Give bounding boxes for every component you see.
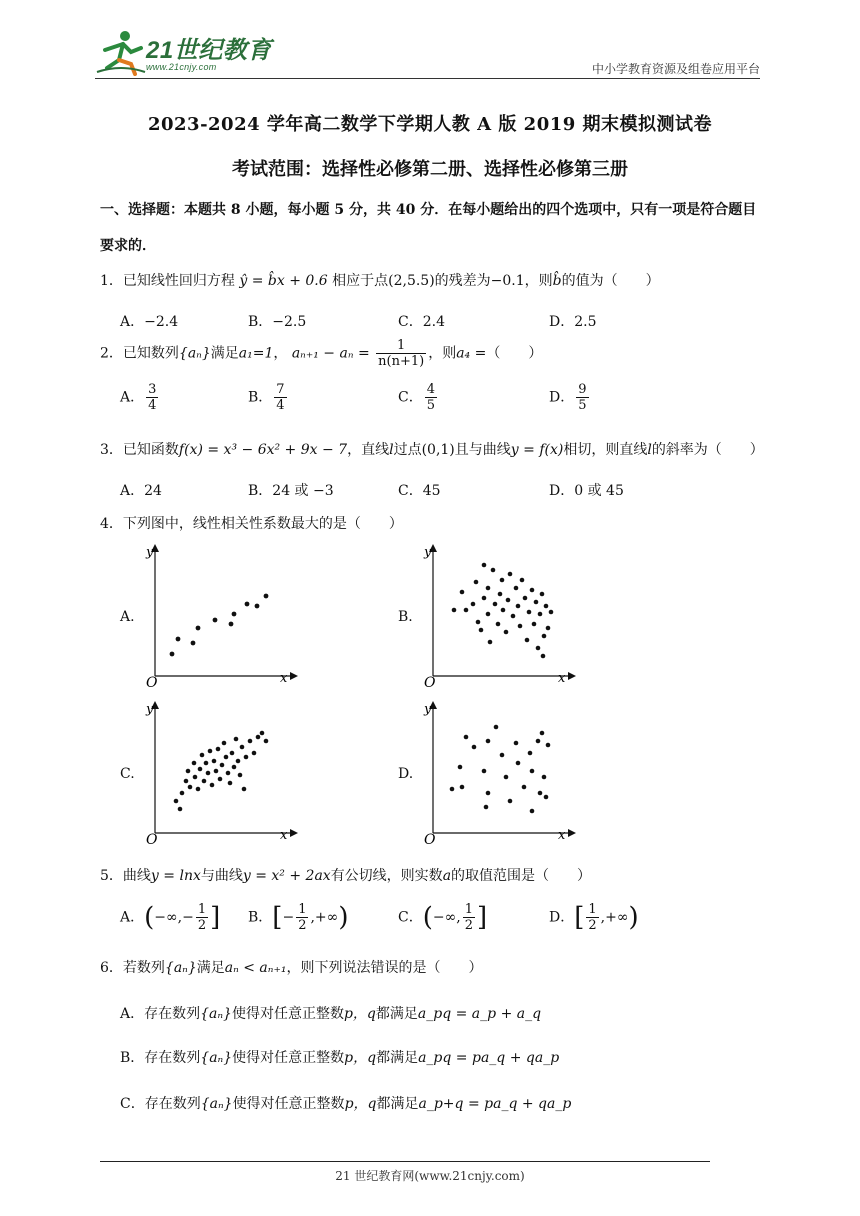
numerator: 1 (376, 338, 426, 354)
option-label: C． (120, 1096, 145, 1112)
plot-c-label[interactable]: C. (120, 766, 135, 782)
option-b[interactable] (120, 1047, 559, 1067)
scatter-plot-c[interactable] (140, 697, 300, 847)
initial-term: a₁=1 (238, 345, 274, 362)
pq-vars: p，q (344, 1096, 377, 1112)
option-b[interactable] (248, 382, 289, 413)
q-text: 已知线性回归方程 (122, 273, 235, 289)
option-label: A． (120, 1006, 145, 1022)
denominator: 5 (426, 398, 435, 413)
sequence: {aₙ} (200, 1006, 232, 1022)
question-2: 2．已知数列{aₙ}满足a₁=1， aₙ₊₁ − aₙ = $\frac{1}{n(n+1)}$ ，则a₄ =（ ） (100, 338, 543, 369)
question-number: 3． (100, 442, 123, 458)
point: (2,5.5) (388, 273, 435, 289)
bracket: ( (144, 902, 155, 933)
scatter-points (450, 725, 551, 814)
q-text: ，则 (428, 345, 457, 362)
y-axis-label: y (146, 545, 154, 560)
bracket: ) (628, 902, 639, 933)
residual-value: −0.1 (490, 273, 525, 289)
section-heading: 一、选择题：本题共 8 小题，每小题 5 分，共 40 分．在每小题给出的四个选项中，只有一项是符合题目要求的． (100, 202, 757, 254)
denominator: 2 (197, 918, 207, 933)
interval-left: −∞,− (154, 909, 194, 926)
question-1 (100, 270, 660, 290)
q-text: 满足 (196, 960, 225, 976)
function-def: f(x) = x³ − 6x² + 9x − 7 (178, 442, 348, 458)
pq-vars: p，q (343, 1006, 376, 1022)
interval-left: −∞, (432, 909, 461, 926)
x-axis-label: x (280, 828, 288, 843)
option-d[interactable]: D．2.5 (549, 314, 597, 330)
target-term: a₄ = (456, 345, 487, 362)
page-subtitle: 考试范围：选择性必修第二册、选择性必修第三册 (232, 159, 628, 180)
x-axis-label: x (558, 671, 566, 686)
plot-a-label[interactable]: A. (120, 609, 135, 625)
q-text: 的值为（ ） (561, 273, 660, 289)
formula: a_pq = pa_q + qa_p (418, 1050, 560, 1066)
option-b[interactable]: B．−2.5 (248, 314, 307, 330)
line-l: l (647, 442, 652, 458)
x-axis-label: x (558, 828, 566, 843)
option-a[interactable] (120, 382, 160, 413)
question-6 (100, 957, 482, 977)
denominator: 4 (276, 398, 285, 413)
q-text: 有公切线，则实数 (330, 868, 443, 884)
denominator: 2 (298, 918, 307, 933)
formula: a_p+q = pa_q + qa_p (418, 1096, 572, 1112)
numerator: 3 (148, 382, 157, 397)
plot-d-label[interactable]: D. (398, 766, 414, 782)
option-label: B． (120, 1050, 145, 1066)
param-a: a (442, 868, 452, 884)
line-l: l (389, 442, 394, 458)
scatter-plot-b[interactable] (418, 540, 578, 690)
option-b[interactable] (248, 902, 348, 933)
question-number: 5． (100, 868, 123, 884)
q-text: 使得对任意正整数 (232, 1096, 345, 1112)
scatter-points (174, 731, 269, 812)
q-text: 存在数列 (144, 1096, 201, 1112)
origin-label: O (146, 832, 158, 847)
interval-right: ,+∞ (310, 909, 339, 926)
bracket: ( (422, 902, 433, 933)
page-title: 2023-2024 学年高二数学下学期人教 A 版 2019 期末模拟测试卷 (147, 114, 713, 135)
interval-left: − (282, 909, 295, 926)
y-axis-label: y (424, 702, 432, 717)
option-c[interactable] (398, 382, 439, 413)
regression-equation: ŷ = b̂x + 0.6 (239, 273, 328, 289)
numerator: 1 (464, 902, 473, 917)
pq-vars: p，q (344, 1050, 377, 1066)
q-text: ，直线 (347, 442, 390, 458)
question-number: 2． (100, 345, 123, 362)
header-divider (95, 78, 760, 79)
q-text: 使得对任意正整数 (232, 1050, 345, 1066)
bracket: ] (210, 902, 221, 933)
origin-label: O (424, 675, 436, 690)
q-text: ，则 (524, 273, 553, 289)
option-label: B． (248, 389, 273, 406)
question-4 (100, 513, 403, 533)
point: (0,1) (421, 442, 455, 458)
option-label: D． (549, 389, 575, 406)
option-a[interactable]: A．−2.4 (120, 314, 179, 330)
question-number: 4． (100, 516, 123, 532)
origin-label: O (424, 832, 436, 847)
q-text: 的取值范围是（ ） (451, 868, 592, 884)
logo-text: 21世纪教育 (146, 37, 272, 64)
q-text: 存在数列 (144, 1050, 201, 1066)
sequence: {aₙ} (200, 1096, 233, 1112)
q-text: 已知函数 (122, 442, 179, 458)
denominator: 5 (578, 398, 587, 413)
numerator: 1 (197, 902, 207, 917)
option-a[interactable]: A．24 (120, 483, 162, 499)
q-text: 相应于点 (332, 273, 389, 289)
origin-label: O (146, 675, 158, 690)
option-a[interactable] (120, 902, 220, 933)
numerator: 7 (276, 382, 285, 397)
option-c[interactable]: C．45 (398, 483, 441, 499)
option-label: C． (398, 389, 423, 406)
q-text: 都满足 (375, 1006, 418, 1022)
option-label: C． (398, 909, 423, 926)
q-text: 都满足 (376, 1050, 419, 1066)
scatter-plot-d[interactable] (418, 697, 578, 847)
q-text: 满足 (210, 345, 239, 362)
q-text: 已知数列 (122, 345, 179, 362)
q-text: 与曲线 (200, 868, 243, 884)
q-text: ，则下列说法错误的是（ ） (286, 960, 483, 976)
option-c[interactable] (120, 1093, 571, 1113)
option-label: A． (120, 909, 145, 926)
sequence: {aₙ} (178, 345, 211, 362)
denominator: 2 (588, 918, 597, 933)
bracket: [ (272, 902, 283, 933)
numerator: 1 (588, 902, 597, 917)
numerator: 1 (298, 902, 307, 917)
sequence: {aₙ} (200, 1050, 233, 1066)
scatter-plot-a[interactable] (140, 540, 300, 690)
option-d[interactable]: D．0 或 45 (549, 483, 624, 499)
denominator: n(n+1) (378, 354, 425, 369)
bracket: [ (574, 902, 585, 933)
recurrence-fraction (376, 338, 426, 369)
option-c[interactable] (398, 902, 487, 933)
option-c[interactable]: C．2.4 (398, 314, 445, 330)
option-d[interactable] (549, 382, 591, 413)
option-label: A． (120, 389, 145, 406)
question-number: 1． (100, 273, 123, 289)
q-text: 存在数列 (144, 1006, 201, 1022)
runner-logo-icon (95, 28, 147, 76)
curve: y = f(x) (510, 442, 564, 458)
curve-1: y = lnx (150, 868, 201, 884)
interval-right: ,+∞ (600, 909, 629, 926)
question-3 (100, 439, 764, 459)
y-axis-label: y (146, 702, 154, 717)
q-text: 的斜率为（ ） (651, 442, 764, 458)
logo-url: www.21cnjy.com (146, 62, 217, 72)
option-b[interactable]: B．24 或 −3 (248, 483, 334, 499)
numerator: 4 (426, 382, 435, 397)
numerator: 9 (578, 382, 587, 397)
q-text: 相切，则直线 (563, 442, 648, 458)
q-text: 过点 (393, 442, 422, 458)
question-5 (100, 865, 591, 885)
q-text: （ ） (486, 345, 543, 362)
curve-2: y = x² + 2ax (242, 868, 331, 884)
bracket: ) (338, 902, 349, 933)
q-text: 下列图中，线性相关性系数最大的是（ ） (122, 516, 403, 532)
denominator: 2 (464, 918, 473, 933)
q-text: 若数列 (122, 960, 165, 976)
footer-divider (100, 1161, 710, 1162)
denominator: 4 (148, 398, 157, 413)
sequence: {aₙ} (164, 960, 197, 976)
q-text: 都满足 (376, 1096, 419, 1112)
condition: aₙ < aₙ₊₁ (224, 960, 287, 976)
q-text: 且与曲线 (454, 442, 511, 458)
q-text: 的残差为 (434, 273, 491, 289)
recurrence: aₙ₊₁ − aₙ = (291, 345, 370, 362)
q-text: 曲线 (122, 868, 151, 884)
footer-text[interactable]: 21 世纪教育网(www.21cnjy.com) (335, 1169, 525, 1183)
b-hat: b̂ (552, 273, 562, 289)
option-label: B． (248, 909, 273, 926)
x-axis-label: x (280, 671, 288, 686)
bracket: ] (477, 902, 488, 933)
question-number: 6． (100, 960, 123, 976)
formula: a_pq = a_p + a_q (417, 1006, 542, 1022)
option-label: D． (549, 909, 575, 926)
scatter-points (452, 563, 554, 659)
option-a[interactable] (120, 1003, 541, 1023)
option-d[interactable] (549, 902, 639, 933)
scatter-points (170, 594, 269, 657)
plot-b-label[interactable]: B. (398, 609, 413, 625)
y-axis-label: y (424, 545, 432, 560)
platform-name: 中小学教育资源及组卷应用平台 (591, 62, 760, 76)
q-text: 使得对任意正整数 (231, 1006, 344, 1022)
